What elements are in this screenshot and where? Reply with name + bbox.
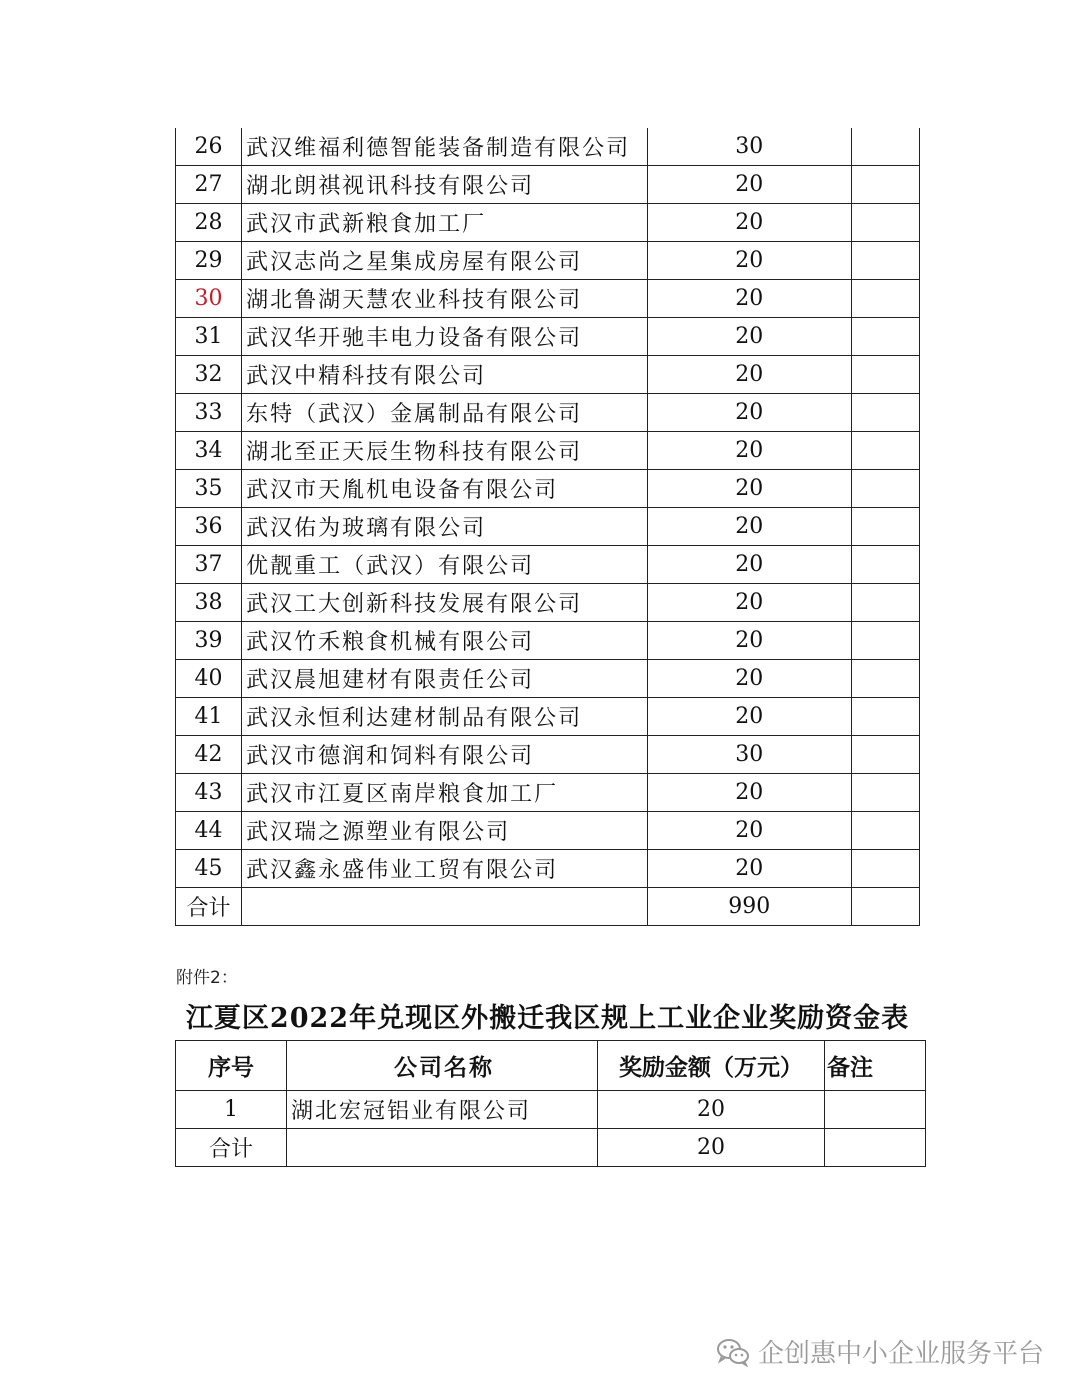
award-amount: 20 bbox=[647, 166, 851, 204]
company-name: 武汉晨旭建材有限责任公司 bbox=[242, 660, 648, 698]
row-index: 44 bbox=[176, 812, 242, 850]
row-index: 32 bbox=[176, 356, 242, 394]
company-name: 湖北鲁湖天慧农业科技有限公司 bbox=[242, 280, 648, 318]
remarks bbox=[851, 242, 919, 280]
row-index: 45 bbox=[176, 850, 242, 888]
table-row bbox=[176, 1091, 926, 1129]
total-remarks bbox=[851, 888, 919, 926]
watermark-text: 企创惠中小企业服务平台 bbox=[757, 1339, 1044, 1369]
company-name: 武汉瑞之源塑业有限公司 bbox=[242, 812, 648, 850]
header-remarks: 备注 bbox=[825, 1041, 926, 1091]
total-remarks bbox=[825, 1129, 926, 1167]
company-name: 湖北宏冠铝业有限公司 bbox=[287, 1091, 598, 1129]
award-amount: 20 bbox=[598, 1091, 825, 1129]
row-index: 36 bbox=[176, 508, 242, 546]
company-name: 武汉工大创新科技发展有限公司 bbox=[242, 584, 648, 622]
total-amount: 990 bbox=[647, 888, 851, 926]
table-header-row bbox=[176, 1041, 926, 1091]
row-index: 41 bbox=[176, 698, 242, 736]
table-row bbox=[176, 432, 920, 470]
table-row bbox=[176, 318, 920, 356]
table-row bbox=[176, 242, 920, 280]
remarks bbox=[851, 812, 919, 850]
award-amount: 20 bbox=[647, 508, 851, 546]
relocation-award-table bbox=[175, 1040, 926, 1167]
row-index: 27 bbox=[176, 166, 242, 204]
company-name: 武汉鑫永盛伟业工贸有限公司 bbox=[242, 850, 648, 888]
total-name bbox=[242, 888, 648, 926]
row-index: 35 bbox=[176, 470, 242, 508]
total-row bbox=[176, 1129, 926, 1167]
remarks bbox=[851, 470, 919, 508]
remarks bbox=[851, 546, 919, 584]
table-row bbox=[176, 394, 920, 432]
company-name: 武汉华开驰丰电力设备有限公司 bbox=[242, 318, 648, 356]
row-index: 30 bbox=[176, 280, 242, 318]
row-index: 29 bbox=[176, 242, 242, 280]
company-name: 优靓重工（武汉）有限公司 bbox=[242, 546, 648, 584]
award-amount: 20 bbox=[647, 546, 851, 584]
row-index: 43 bbox=[176, 774, 242, 812]
remarks bbox=[851, 318, 919, 356]
header-award-amount: 奖励金额（万元） bbox=[598, 1041, 825, 1091]
award-amount: 20 bbox=[647, 622, 851, 660]
header-index: 序号 bbox=[176, 1041, 287, 1091]
award-amount: 20 bbox=[647, 394, 851, 432]
remarks bbox=[851, 128, 919, 166]
remarks bbox=[851, 432, 919, 470]
watermark bbox=[716, 1333, 1044, 1370]
total-row bbox=[176, 888, 920, 926]
row-index: 33 bbox=[176, 394, 242, 432]
award-amount: 20 bbox=[647, 470, 851, 508]
table-row bbox=[176, 166, 920, 204]
table-row bbox=[176, 546, 920, 584]
company-name: 武汉市德润和饲料有限公司 bbox=[242, 736, 648, 774]
company-name: 武汉维福利德智能装备制造有限公司 bbox=[242, 128, 648, 166]
remarks bbox=[851, 698, 919, 736]
remarks bbox=[851, 508, 919, 546]
award-amount: 20 bbox=[647, 356, 851, 394]
table-row bbox=[176, 850, 920, 888]
award-table-continued bbox=[175, 128, 920, 926]
award-amount: 20 bbox=[647, 812, 851, 850]
company-name: 湖北朗祺视讯科技有限公司 bbox=[242, 166, 648, 204]
table-row bbox=[176, 356, 920, 394]
table-row bbox=[176, 204, 920, 242]
table-row bbox=[176, 622, 920, 660]
company-name: 武汉市天胤机电设备有限公司 bbox=[242, 470, 648, 508]
remarks bbox=[851, 622, 919, 660]
row-index: 37 bbox=[176, 546, 242, 584]
remarks bbox=[851, 736, 919, 774]
award-amount: 20 bbox=[647, 204, 851, 242]
award-amount: 20 bbox=[647, 318, 851, 356]
award-amount: 20 bbox=[647, 660, 851, 698]
attachment-label: 附件2： bbox=[176, 968, 238, 988]
row-index: 39 bbox=[176, 622, 242, 660]
remarks bbox=[825, 1091, 926, 1129]
award-amount: 20 bbox=[647, 432, 851, 470]
total-label: 合计 bbox=[176, 1129, 287, 1167]
row-index: 38 bbox=[176, 584, 242, 622]
company-name: 武汉永恒利达建材制品有限公司 bbox=[242, 698, 648, 736]
table-row bbox=[176, 508, 920, 546]
remarks bbox=[851, 850, 919, 888]
company-name: 东特（武汉）金属制品有限公司 bbox=[242, 394, 648, 432]
total-name bbox=[287, 1129, 598, 1167]
row-index: 1 bbox=[176, 1091, 287, 1129]
award-amount: 20 bbox=[647, 774, 851, 812]
award-amount: 30 bbox=[647, 736, 851, 774]
award-amount: 20 bbox=[647, 850, 851, 888]
table2-title: 江夏区2022年兑现区外搬迁我区规上工业企业奖励资金表 bbox=[185, 1003, 910, 1034]
table-row bbox=[176, 584, 920, 622]
table-row bbox=[176, 128, 920, 166]
company-name: 武汉志尚之星集成房屋有限公司 bbox=[242, 242, 648, 280]
total-amount: 20 bbox=[598, 1129, 825, 1167]
table-row bbox=[176, 812, 920, 850]
total-label: 合计 bbox=[176, 888, 242, 926]
row-index: 28 bbox=[176, 204, 242, 242]
company-name: 武汉竹禾粮食机械有限公司 bbox=[242, 622, 648, 660]
company-name: 武汉中精科技有限公司 bbox=[242, 356, 648, 394]
award-amount: 20 bbox=[647, 698, 851, 736]
remarks bbox=[851, 166, 919, 204]
remarks bbox=[851, 394, 919, 432]
table-row bbox=[176, 736, 920, 774]
row-index: 26 bbox=[176, 128, 242, 166]
company-name: 武汉佑为玻璃有限公司 bbox=[242, 508, 648, 546]
award-amount: 20 bbox=[647, 280, 851, 318]
table-row bbox=[176, 470, 920, 508]
award-amount: 30 bbox=[647, 128, 851, 166]
row-index: 31 bbox=[176, 318, 242, 356]
header-company-name: 公司名称 bbox=[287, 1041, 598, 1091]
table-row bbox=[176, 774, 920, 812]
award-amount: 20 bbox=[647, 242, 851, 280]
table-row bbox=[176, 280, 920, 318]
remarks bbox=[851, 660, 919, 698]
remarks bbox=[851, 774, 919, 812]
company-name: 武汉市武新粮食加工厂 bbox=[242, 204, 648, 242]
award-amount: 20 bbox=[647, 584, 851, 622]
company-name: 湖北至正天辰生物科技有限公司 bbox=[242, 432, 648, 470]
table-row bbox=[176, 660, 920, 698]
table-row bbox=[176, 698, 920, 736]
row-index: 34 bbox=[176, 432, 242, 470]
row-index: 42 bbox=[176, 736, 242, 774]
remarks bbox=[851, 356, 919, 394]
row-index: 40 bbox=[176, 660, 242, 698]
wechat-icon bbox=[716, 1337, 750, 1367]
remarks bbox=[851, 204, 919, 242]
remarks bbox=[851, 280, 919, 318]
company-name: 武汉市江夏区南岸粮食加工厂 bbox=[242, 774, 648, 812]
remarks bbox=[851, 584, 919, 622]
